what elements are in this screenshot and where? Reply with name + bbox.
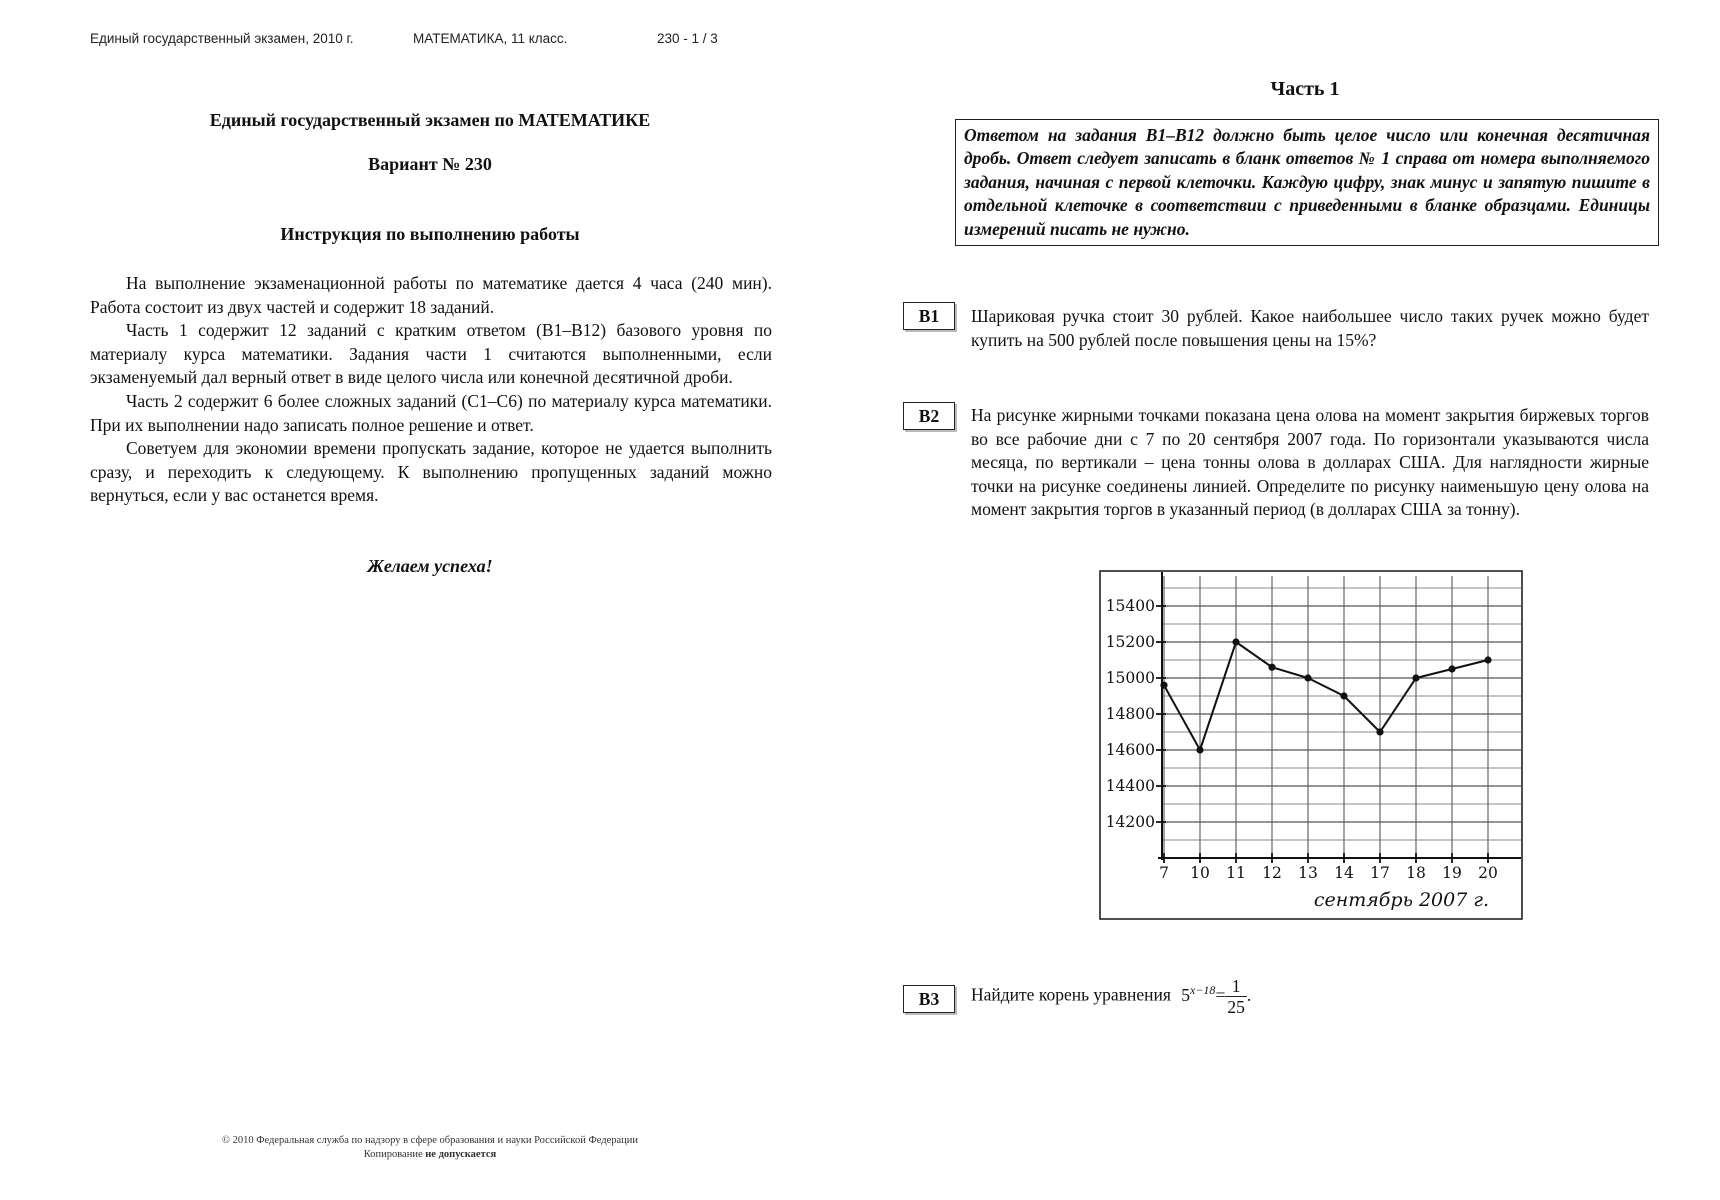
instructions-paragraph: Часть 1 содержит 12 заданий с кратким ответом (B1–B12) базового уровня по материалу курса математики. Задания части 1 считаются выполненными, если экзаменуемый дал верный ответ в виде целого числа или конечной десятичной дроби. <box>90 320 772 388</box>
equation-fraction <box>1225 976 1247 1017</box>
instructions-paragraph: На выполнение экзаменационной работы по математике дается 4 часа (240 мин). Работа состоит из двух частей и содержит 18 заданий. <box>90 273 772 317</box>
line-chart <box>1099 570 1523 920</box>
instructions-title: Инструкция по выполнению работы <box>280 224 580 244</box>
good-luck-text: Желаем успеха! <box>367 556 493 576</box>
y-tick-label: 14800 <box>1105 705 1155 723</box>
tin-price-chart <box>1099 570 1523 920</box>
fraction-denominator: 25 <box>1227 997 1245 1017</box>
copy-notice-bold: не допускается <box>425 1149 497 1160</box>
data-point <box>1232 638 1239 645</box>
exam-title: Единый государственный экзамен по МАТЕМАТИКЕ <box>209 110 651 130</box>
task-text-b2: На рисунке жирными точками показана цена олова на момент закрытия биржевых торгов во все рабочие дни с 7 по 20 сентября 2007 года. По горизонтали указываются числа месяца, по вертикали – цена тонны олова в долларах США. Для наглядности жирные точки на рисунке соединены линией. Определите по рисунку наименьшую цену олова на момент закрытия торгов в указанный период (в долларах США за тонну). <box>971 405 1649 520</box>
task-label-b1: B1 <box>903 302 955 330</box>
task-label-b2: B2 <box>903 402 955 430</box>
variant-title: Вариант № 230 <box>368 154 492 174</box>
equation <box>1181 976 1252 1017</box>
x-tick-label: 12 <box>1262 864 1282 882</box>
part-title: Часть 1 <box>1270 78 1340 100</box>
y-tick-label: 15200 <box>1105 633 1155 651</box>
instructions-paragraph: Советуем для экономии времени пропускать задание, которое не удается выполнить сразу, и переходить к следующему. К выполнению пропущенных заданий можно вернуться, если у вас останется время. <box>90 438 772 506</box>
x-tick-label: 10 <box>1190 864 1210 882</box>
data-point <box>1376 728 1383 735</box>
x-tick-label: 20 <box>1478 864 1498 882</box>
copyright-line: © 2010 Федеральная служба по надзору в сфере образования и науки Российской Федерации <box>221 1135 639 1146</box>
task-b3-prompt: Найдите корень уравнения <box>971 984 1171 1005</box>
data-point <box>1160 682 1167 689</box>
y-tick-label: 14600 <box>1105 741 1155 759</box>
x-tick-label: 11 <box>1226 864 1246 882</box>
fraction-numerator: 1 <box>1225 976 1247 997</box>
x-tick-label: 14 <box>1334 864 1354 882</box>
data-point <box>1340 692 1347 699</box>
header-exam: Единый государственный экзамен, 2010 г. <box>90 31 354 46</box>
x-tick-label: 13 <box>1298 864 1318 882</box>
y-tick-label: 14200 <box>1105 813 1155 831</box>
header-page-number: 230 - 1 / 3 <box>657 31 718 46</box>
data-point <box>1448 665 1455 672</box>
header-subject: МАТЕМАТИКА, 11 класс. <box>413 31 568 46</box>
data-point <box>1484 656 1491 663</box>
data-point <box>1268 664 1275 671</box>
copy-notice: Копирование не допускается <box>363 1149 497 1160</box>
x-tick-label: 19 <box>1442 864 1462 882</box>
x-tick-label: 7 <box>1159 864 1169 882</box>
task-text-b3 <box>971 976 1251 1017</box>
task-text-b1: Шариковая ручка стоит 30 рублей. Какое наибольшее число таких ручек можно будет купить на 500 рублей после повышения цены на 15%? <box>971 306 1649 350</box>
data-point <box>1412 674 1419 681</box>
x-tick-label: 17 <box>1370 864 1390 882</box>
y-tick-label: 15000 <box>1105 669 1155 687</box>
y-tick-label: 15400 <box>1105 597 1155 615</box>
equation-base: 5 <box>1181 984 1190 1005</box>
copyright-footer <box>150 1134 710 1162</box>
answer-instructions-box: Ответом на задания B1–B12 должно быть целое число или конечная десятичная дробь. Ответ следует записать в бланк ответов № 1 справа от номера выполняемого задания, начиная с первой клеточки. Каждую цифру, знак минус и запятую пишите в отдельной клеточке в соответствии с приведенными в бланке образцами. Единицы измерений писать не нужно. <box>955 119 1659 246</box>
task-label-b3: B3 <box>903 985 955 1013</box>
data-point <box>1196 746 1203 753</box>
instructions-body <box>90 272 772 508</box>
instructions-paragraph: Часть 2 содержит 6 более сложных заданий (C1–C6) по материалу курса математики. При их выполнении надо записать полное решение и ответ. <box>90 390 772 435</box>
equation-end: . <box>1246 984 1252 1005</box>
data-point <box>1304 674 1311 681</box>
equation-equals: = <box>1215 984 1226 1005</box>
x-tick-label: 18 <box>1406 864 1426 882</box>
chart-caption: сентябрь 2007 г. <box>1313 889 1489 911</box>
equation-exponent: x−18 <box>1190 982 1216 997</box>
y-tick-label: 14400 <box>1105 777 1155 795</box>
